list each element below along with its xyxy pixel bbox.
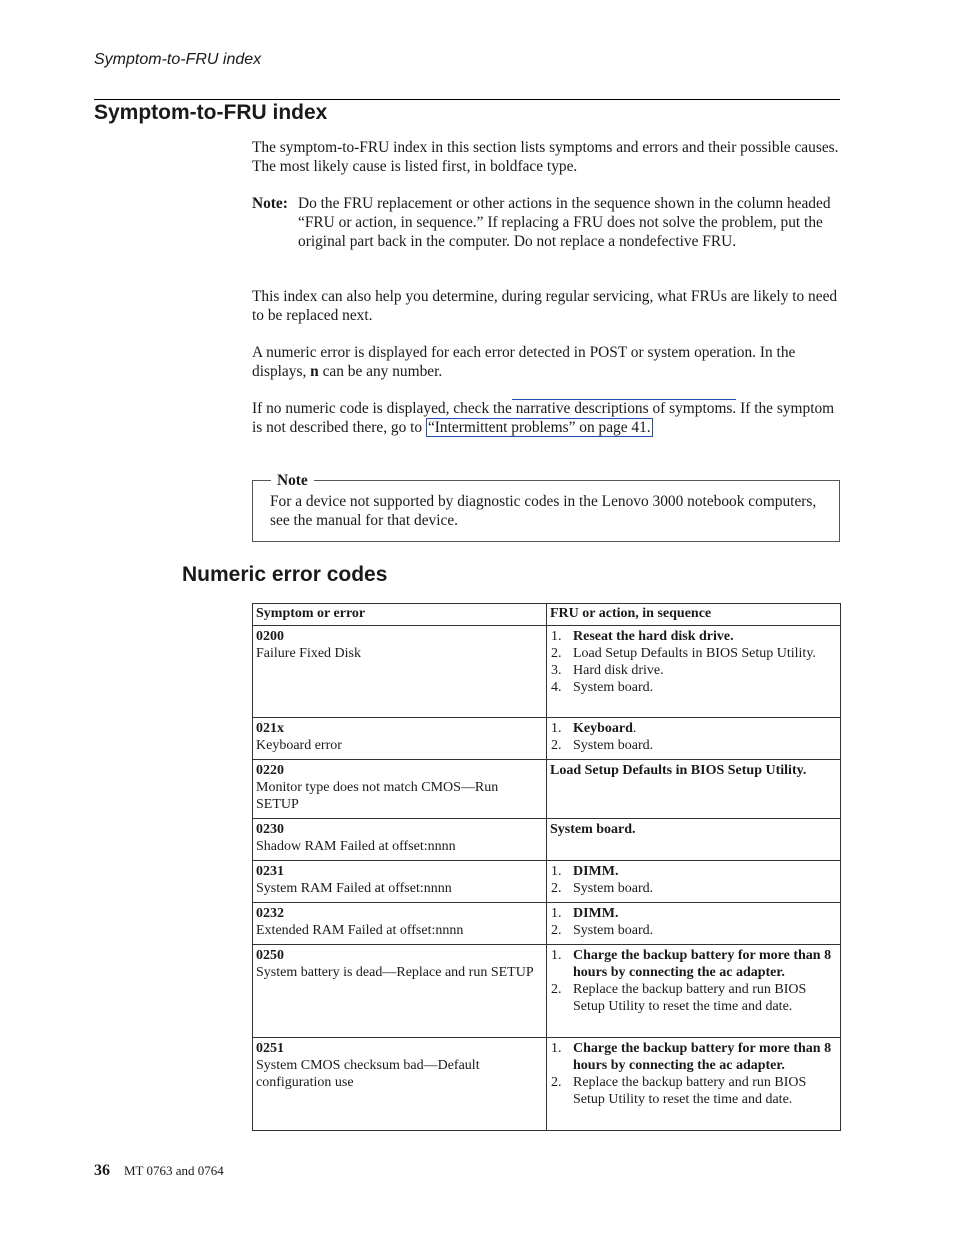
header-symptom: Symptom or error <box>253 604 547 626</box>
symptom-cell <box>253 626 547 718</box>
note-box-title: Note <box>271 473 314 489</box>
symptom-cell <box>253 819 547 861</box>
header-fru: FRU or action, in sequence <box>547 604 841 626</box>
symptom-cell <box>253 760 547 819</box>
table-row <box>253 760 841 819</box>
error-description: Monitor type does not match CMOS—Run SETUP <box>256 780 499 812</box>
error-description: System battery is dead—Replace and run SETUP <box>256 965 534 980</box>
error-code: 0250 <box>256 948 284 963</box>
intro-paragraph: The symptom-to-FRU index in this section lists symptoms and errors and their possible causes. The most likely cause is listed first, in boldface type. <box>252 139 839 175</box>
step-text: DIMM. <box>573 906 619 921</box>
header-rule <box>94 99 840 100</box>
note-box <box>252 472 840 542</box>
step-number: 4. <box>551 680 562 695</box>
fru-list <box>550 628 837 696</box>
narrative-symptoms-link[interactable]: narrative descriptions of symptoms. <box>511 400 737 417</box>
list-item <box>550 880 837 897</box>
page-footer <box>94 1162 224 1180</box>
table-header-row <box>253 604 841 626</box>
fru-cell <box>547 718 841 760</box>
table-row <box>253 861 841 903</box>
error-description: Keyboard error <box>256 738 342 753</box>
note-text: Do the FRU replacement or other actions in the sequence shown in the column headed “FRU or action, in sequence.” If replacing a FRU does not solve the problem, put the original part back in the computer. Do not replace a nondefective FRU. <box>298 195 831 250</box>
list-item <box>550 863 837 880</box>
step-text: Replace the backup battery and run BIOS Setup Utility to reset the time and date. <box>573 1075 807 1107</box>
list-item <box>550 1040 837 1074</box>
list-item <box>550 737 837 754</box>
error-description: System RAM Failed at offset:nnnn <box>256 881 452 896</box>
step-number: 1. <box>551 1041 562 1056</box>
table-row <box>253 945 841 1038</box>
step-number: 3. <box>551 663 562 678</box>
section-title: Numeric error codes <box>182 563 388 586</box>
list-item <box>550 1074 837 1108</box>
note-label: Note: <box>252 195 288 212</box>
step-text: Charge the backup battery for more than 8 hours by connecting the ac adapter. <box>573 948 832 980</box>
fru-list <box>550 863 837 897</box>
step-number: 1. <box>551 948 562 963</box>
page-number: 36 <box>94 1162 110 1179</box>
table-row <box>253 718 841 760</box>
fru-cell <box>547 819 841 861</box>
table-row <box>253 626 841 718</box>
fru-cell <box>547 760 841 819</box>
list-item <box>550 679 837 696</box>
numeric-bold-n: n <box>310 363 319 380</box>
step-text: DIMM. <box>573 864 619 879</box>
error-code: 0251 <box>256 1041 284 1056</box>
step-text: Replace the backup battery and run BIOS Setup Utility to reset the time and date. <box>573 982 807 1014</box>
fru-list <box>550 905 837 939</box>
list-item <box>550 720 837 737</box>
step-number: 2. <box>551 881 562 896</box>
symptom-cell <box>253 903 547 945</box>
fru-action: Load Setup Defaults in BIOS Setup Utility. <box>550 763 807 778</box>
fru-list <box>550 947 837 1015</box>
note-box-text: For a device not supported by diagnostic codes in the Lenovo 3000 notebook computers, see the manual for that device. <box>270 493 817 529</box>
running-head: Symptom-to-FRU index <box>94 51 262 68</box>
list-item <box>550 947 837 981</box>
fru-cell <box>547 626 841 718</box>
step-number: 2. <box>551 646 562 661</box>
error-code: 0220 <box>256 763 284 778</box>
step-number: 2. <box>551 1075 562 1090</box>
error-codes-table <box>252 603 841 1131</box>
step-text: Keyboard <box>573 721 633 736</box>
error-code: 0231 <box>256 864 284 879</box>
fru-cell <box>547 1038 841 1131</box>
table-row <box>253 1038 841 1131</box>
error-code: 0200 <box>256 629 284 644</box>
page-title: Symptom-to-FRU index <box>94 101 328 124</box>
fru-cell <box>547 861 841 903</box>
error-description: Extended RAM Failed at offset:nnnn <box>256 923 464 938</box>
nocode-text-before: If no numeric code is displayed, check the <box>252 400 512 417</box>
step-number: 2. <box>551 923 562 938</box>
step-number: 2. <box>551 738 562 753</box>
step-text: System board. <box>573 923 654 938</box>
error-description: Failure Fixed Disk <box>256 646 361 661</box>
list-item <box>550 905 837 922</box>
step-text: Charge the backup battery for more than 8 hours by connecting the ac adapter. <box>573 1041 832 1073</box>
step-number: 1. <box>551 864 562 879</box>
fru-cell <box>547 945 841 1038</box>
step-number: 1. <box>551 721 562 736</box>
error-description: System CMOS checksum bad—Default configuration use <box>256 1058 480 1090</box>
table-row <box>253 903 841 945</box>
step-number: 1. <box>551 906 562 921</box>
symptom-cell <box>253 718 547 760</box>
error-code: 021x <box>256 721 284 736</box>
step-text: System board. <box>573 680 654 695</box>
intermittent-problems-link[interactable]: “Intermittent problems” on page 41. <box>427 419 651 436</box>
list-item <box>550 922 837 939</box>
servicing-paragraph: This index can also help you determine, during regular servicing, what FRUs are likely to need to be replaced next. <box>252 288 838 324</box>
fru-list <box>550 1040 837 1108</box>
fru-cell <box>547 903 841 945</box>
list-item <box>550 645 837 662</box>
table-row <box>253 819 841 861</box>
symptom-cell <box>253 945 547 1038</box>
numeric-paragraph <box>252 343 840 381</box>
step-text: Reseat the hard disk drive. <box>573 629 734 644</box>
step-number: 2. <box>551 982 562 997</box>
step-suffix: . <box>632 721 637 736</box>
step-text: System board. <box>573 881 654 896</box>
doc-id: MT 0763 and 0764 <box>124 1163 224 1178</box>
list-item <box>550 981 837 1015</box>
step-number: 1. <box>551 629 562 644</box>
symptom-cell <box>253 1038 547 1131</box>
step-text: System board. <box>573 738 654 753</box>
error-code: 0230 <box>256 822 284 837</box>
note-inline <box>252 194 832 251</box>
error-code: 0232 <box>256 906 284 921</box>
fru-list <box>550 720 837 754</box>
nocode-text-mid: If the symptom is not described there, go to <box>252 400 835 436</box>
numeric-text-before: A numeric error is displayed for each error detected in POST or system operation. In the displays, <box>252 344 796 380</box>
symptom-cell <box>253 861 547 903</box>
list-item <box>550 628 837 645</box>
error-description: Shadow RAM Failed at offset:nnnn <box>256 839 456 854</box>
nocode-paragraph <box>252 399 840 437</box>
numeric-text-after: can be any number. <box>318 363 443 380</box>
step-text: Hard disk drive. <box>573 663 664 678</box>
step-text: Load Setup Defaults in BIOS Setup Utility. <box>573 646 816 661</box>
list-item <box>550 662 837 679</box>
fru-action: System board. <box>550 822 636 837</box>
